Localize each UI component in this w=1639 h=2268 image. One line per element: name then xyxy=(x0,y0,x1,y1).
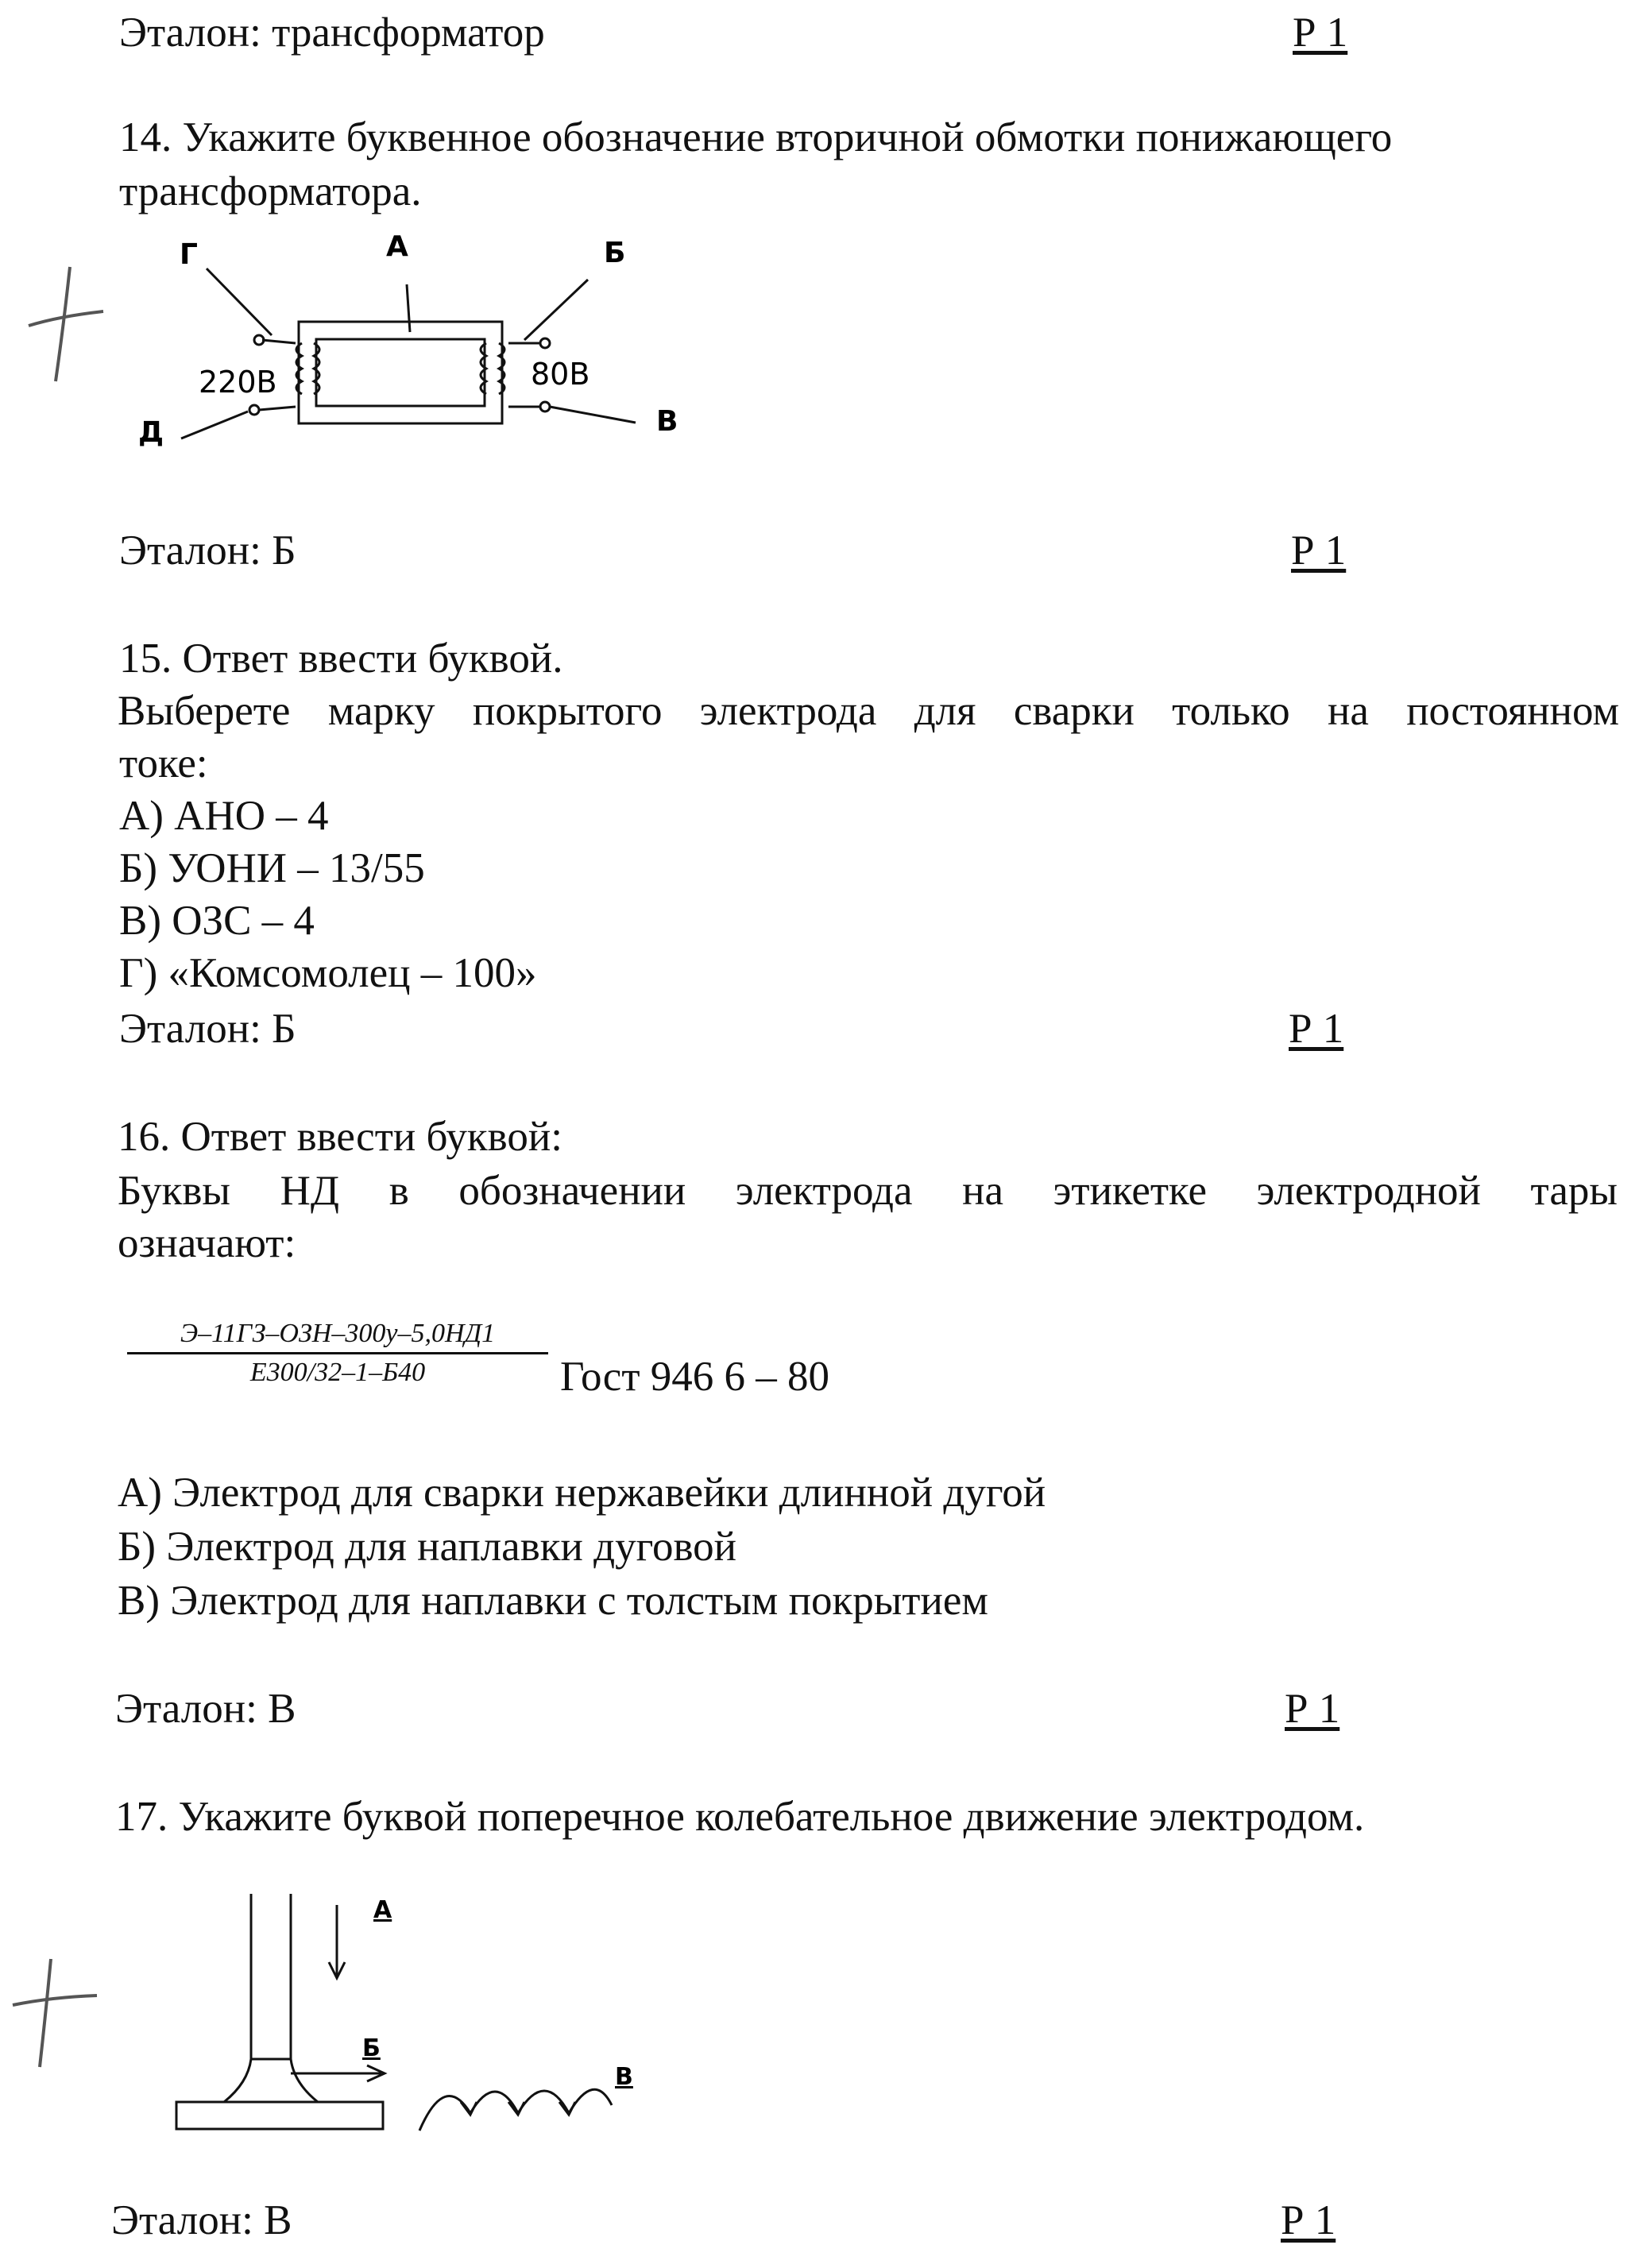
q15-text-line1: 15. Ответ ввести буквой. xyxy=(119,636,563,682)
label-v: В xyxy=(656,405,678,438)
q16-text-line3: означают: xyxy=(118,1220,296,1266)
gost-reference: Гост 946 6 – 80 xyxy=(560,1354,829,1400)
formula-denominator: Е300/32–1–Б40 xyxy=(249,1358,426,1387)
label-a: А xyxy=(373,1896,392,1924)
q17-score: Р 1 xyxy=(1281,2197,1336,2243)
q15-option-a: А) АНО – 4 xyxy=(119,793,329,839)
base-plate xyxy=(176,2102,383,2129)
q16-option-v: В) Электрод для наплавки с толстым покрытием xyxy=(118,1578,988,1624)
transformer-diagram xyxy=(0,0,1639,508)
q16-text-line1: 16. Ответ ввести буквой: xyxy=(118,1114,562,1160)
label-b: Б xyxy=(604,237,626,269)
q15-text-line3: токе: xyxy=(119,740,208,786)
q16-score: Р 1 xyxy=(1285,1686,1340,1732)
label-v: В xyxy=(615,2063,633,2091)
q17-etalon: Эталон: В xyxy=(111,2197,292,2243)
handwritten-plus-mark xyxy=(8,1954,103,2073)
electrode-movement-diagram xyxy=(0,1875,1639,2145)
label-g: Г xyxy=(180,238,198,271)
q15-score: Р 1 xyxy=(1289,1006,1344,1052)
q14-text-line2: трансформатора. xyxy=(119,168,422,214)
q15-text-line2: Выберете марку покрытого электрода для сварки только на постоянном xyxy=(118,688,1619,734)
q16-etalon: Эталон: В xyxy=(115,1686,296,1732)
voltage-secondary: 80В xyxy=(531,357,590,392)
q14-etalon: Эталон: Б xyxy=(119,527,296,574)
label-b: Б xyxy=(362,2034,381,2062)
top-etalon: Эталон: трансформатор xyxy=(119,10,545,56)
q15-option-b: Б) УОНИ – 13/55 xyxy=(119,845,425,891)
q15-option-g: Г) «Комсомолец – 100» xyxy=(119,950,537,996)
electrode-designation-formula xyxy=(127,1319,548,1388)
q16-option-b: Б) Электрод для наплавки дуговой xyxy=(118,1524,737,1570)
voltage-primary: 220В xyxy=(199,365,277,400)
q14-score: Р 1 xyxy=(1291,527,1347,574)
formula-numerator: Э–11ГЗ–ОЗН–300у–5,0НД1 xyxy=(127,1319,548,1354)
transformer-core-inner xyxy=(316,339,485,406)
transformer-core-outer xyxy=(299,322,502,423)
terminal-d xyxy=(249,405,259,415)
q16-option-a: А) Электрод для сварки нержавейки длинной дугой xyxy=(118,1470,1046,1516)
q15-option-v: В) ОЗС – 4 xyxy=(119,898,315,944)
q17-text-line1: 17. Укажите буквой поперечное колебательное движение электродом. xyxy=(115,1794,1365,1840)
top-score: Р 1 xyxy=(1293,10,1348,56)
pointer-a xyxy=(407,284,410,332)
label-a: А xyxy=(386,230,408,263)
q14-text-line1: 14. Укажите буквенное обозначение вторичной обмотки понижающего xyxy=(119,114,1393,160)
terminal-v xyxy=(540,402,550,411)
handwritten-plus-mark xyxy=(24,262,111,389)
label-d: Д xyxy=(138,416,164,449)
terminal-b xyxy=(540,338,550,348)
q16-text-line2: Буквы НД в обозначении электрода на этикетке электродной тары xyxy=(118,1168,1618,1214)
q15-etalon: Эталон: Б xyxy=(119,1006,296,1052)
